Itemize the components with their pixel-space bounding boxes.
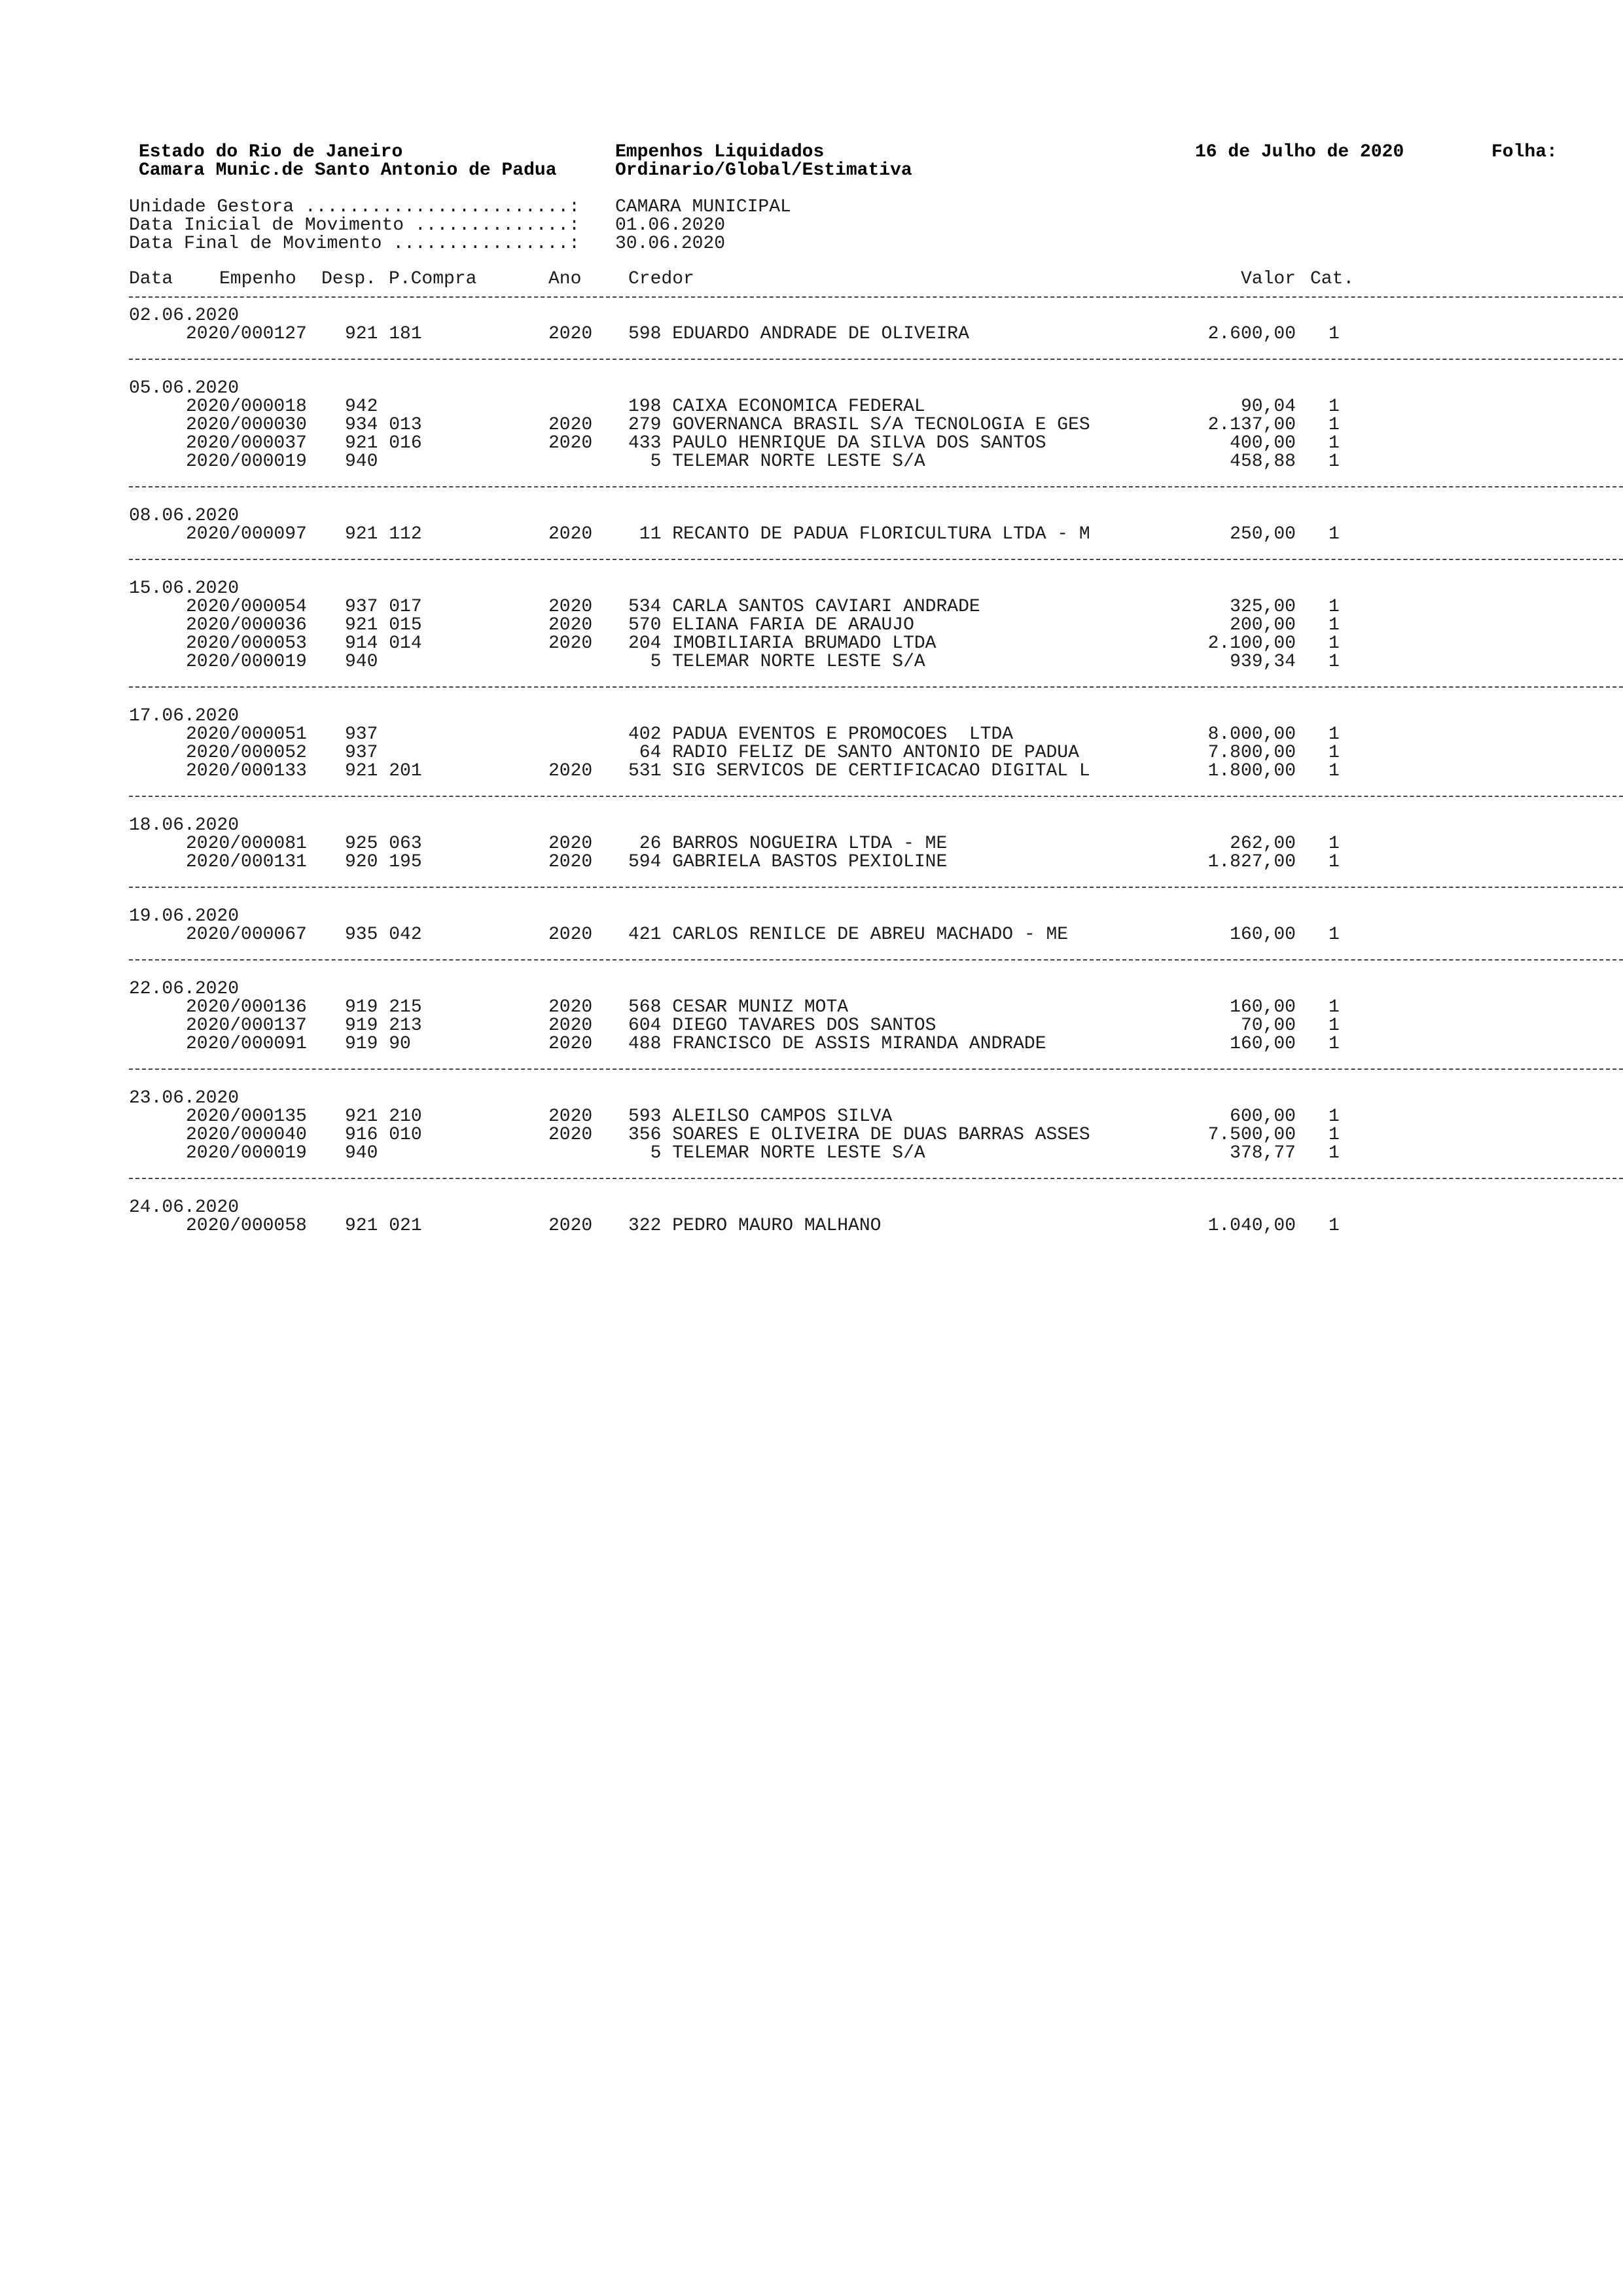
cell-valor: 1.827,00 [1207, 852, 1296, 872]
cell-desp: 925 063 [345, 834, 422, 854]
cell-empenho: 2020/000019 [186, 652, 307, 672]
cell-cat: 1 [1329, 834, 1340, 854]
col-pcompra: P.Compra [389, 269, 477, 289]
cell-empenho: 2020/000040 [186, 1125, 307, 1145]
cell-cat: 1 [1329, 397, 1340, 417]
group-separator [129, 559, 1623, 560]
group-date: 05.06.2020 [129, 378, 240, 398]
cell-cat: 1 [1329, 852, 1340, 872]
cell-credor: 531 SIG SERVICOS DE CERTIFICACAO DIGITAL L [628, 761, 1090, 781]
cell-empenho: 2020/000018 [186, 397, 307, 417]
cell-cat: 1 [1329, 451, 1340, 472]
header-chamber: Camara Munic.de Santo Antonio de Padua [139, 160, 557, 181]
cell-credor: 598 EDUARDO ANDRADE DE OLIVEIRA [628, 324, 969, 344]
cell-valor: 1.040,00 [1207, 1216, 1296, 1236]
cell-desp: 921 210 [345, 1106, 422, 1127]
group-separator [129, 959, 1623, 961]
group-separator [129, 1069, 1623, 1070]
cell-empenho: 2020/000052 [186, 743, 307, 763]
cell-credor: 534 CARLA SANTOS CAVIARI ANDRADE [628, 597, 980, 617]
cell-empenho: 2020/000051 [186, 724, 307, 745]
col-empenho: Empenho [219, 269, 296, 289]
cell-credor: 488 FRANCISCO DE ASSIS MIRANDA ANDRADE [628, 1034, 1046, 1054]
cell-desp: 919 90 [345, 1034, 411, 1054]
cell-cat: 1 [1329, 724, 1340, 745]
cell-credor: 568 CESAR MUNIZ MOTA [628, 997, 849, 1017]
cell-desp: 919 213 [345, 1016, 422, 1036]
col-ano: Ano [548, 269, 582, 289]
cell-ano: 2020 [548, 1216, 593, 1236]
cell-valor: 70,00 [1240, 1016, 1296, 1036]
cell-ano: 2020 [548, 1125, 593, 1145]
cell-cat: 1 [1329, 1016, 1340, 1036]
cell-valor: 250,00 [1230, 524, 1296, 544]
cell-empenho: 2020/000053 [186, 633, 307, 654]
cell-desp: 920 195 [345, 852, 422, 872]
group-date: 17.06.2020 [129, 706, 240, 726]
cell-desp: 921 015 [345, 615, 422, 635]
cell-ano: 2020 [548, 597, 593, 617]
cell-ano: 2020 [548, 1016, 593, 1036]
group-separator [129, 686, 1623, 688]
start-date-value: 01.06.2020 [615, 215, 726, 236]
end-date-value: 30.06.2020 [615, 234, 726, 254]
cell-valor: 1.800,00 [1207, 761, 1296, 781]
cell-valor: 2.100,00 [1207, 633, 1296, 654]
cell-desp: 921 201 [345, 761, 422, 781]
cell-ano: 2020 [548, 615, 593, 635]
cell-desp: 914 014 [345, 633, 422, 654]
cell-valor: 160,00 [1230, 925, 1296, 945]
cell-cat: 1 [1329, 615, 1340, 635]
col-data: Data [129, 269, 173, 289]
col-desp: Desp. [321, 269, 377, 289]
cell-credor: 594 GABRIELA BASTOS PEXIOLINE [628, 852, 948, 872]
cell-valor: 458,88 [1230, 451, 1296, 472]
cell-ano: 2020 [548, 997, 593, 1017]
header-state: Estado do Rio de Janeiro [139, 142, 403, 162]
end-date-label: Data Final de Movimento ................: [129, 234, 580, 254]
cell-ano: 2020 [548, 633, 593, 654]
cell-desp: 940 [345, 1143, 378, 1163]
cell-ano: 2020 [548, 761, 593, 781]
cell-empenho: 2020/000081 [186, 834, 307, 854]
cell-empenho: 2020/000137 [186, 1016, 307, 1036]
cell-cat: 1 [1329, 761, 1340, 781]
group-separator [129, 486, 1623, 487]
cell-valor: 2.137,00 [1207, 415, 1296, 435]
cell-credor: 322 PEDRO MAURO MALHANO [628, 1216, 882, 1236]
cell-valor: 7.500,00 [1207, 1125, 1296, 1145]
cell-desp: 916 010 [345, 1125, 422, 1145]
cell-cat: 1 [1329, 324, 1340, 344]
cell-ano: 2020 [548, 524, 593, 544]
cell-credor: 402 PADUA EVENTOS E PROMOCOES LTDA [628, 724, 1014, 745]
col-cat: Cat. [1310, 269, 1355, 289]
cell-valor: 160,00 [1230, 997, 1296, 1017]
cell-cat: 1 [1329, 1034, 1340, 1054]
unit-label: Unidade Gestora ........................: [129, 197, 580, 217]
cell-cat: 1 [1329, 597, 1340, 617]
cell-empenho: 2020/000054 [186, 597, 307, 617]
start-date-label: Data Inicial de Movimento ..............: [129, 215, 580, 236]
cell-empenho: 2020/000097 [186, 524, 307, 544]
report-title: Empenhos Liquidados [615, 142, 825, 162]
cell-ano: 2020 [548, 433, 593, 453]
cell-empenho: 2020/000058 [186, 1216, 307, 1236]
cell-empenho: 2020/000131 [186, 852, 307, 872]
group-separator [129, 359, 1623, 360]
cell-valor: 7.800,00 [1207, 743, 1296, 763]
cell-valor: 939,34 [1230, 652, 1296, 672]
cell-empenho: 2020/000136 [186, 997, 307, 1017]
cell-empenho: 2020/000019 [186, 451, 307, 472]
cell-cat: 1 [1329, 1106, 1340, 1127]
cell-valor: 160,00 [1230, 1034, 1296, 1054]
group-date: 18.06.2020 [129, 815, 240, 836]
cell-cat: 1 [1329, 1143, 1340, 1163]
cell-valor: 200,00 [1230, 615, 1296, 635]
group-date: 22.06.2020 [129, 979, 240, 999]
cell-ano: 2020 [548, 324, 593, 344]
cell-desp: 940 [345, 652, 378, 672]
cell-desp: 937 017 [345, 597, 422, 617]
cell-ano: 2020 [548, 852, 593, 872]
cell-empenho: 2020/000030 [186, 415, 307, 435]
cell-desp: 942 [345, 397, 378, 417]
cell-empenho: 2020/000127 [186, 324, 307, 344]
group-date: 02.06.2020 [129, 306, 240, 326]
cell-desp: 921 112 [345, 524, 422, 544]
cell-desp: 921 181 [345, 324, 422, 344]
cell-empenho: 2020/000133 [186, 761, 307, 781]
cell-valor: 2.600,00 [1207, 324, 1296, 344]
group-date: 08.06.2020 [129, 506, 240, 526]
group-date: 23.06.2020 [129, 1088, 240, 1108]
cell-ano: 2020 [548, 834, 593, 854]
cell-credor: 570 ELIANA FARIA DE ARAUJO [628, 615, 914, 635]
cell-credor: 433 PAULO HENRIQUE DA SILVA DOS SANTOS [628, 433, 1046, 453]
group-date: 24.06.2020 [129, 1197, 240, 1218]
cell-empenho: 2020/000037 [186, 433, 307, 453]
report-date: 16 de Julho de 2020 [1195, 142, 1404, 162]
cell-credor: 5 TELEMAR NORTE LESTE S/A [628, 1143, 925, 1163]
cell-empenho: 2020/000067 [186, 925, 307, 945]
cell-cat: 1 [1329, 997, 1340, 1017]
sheet-label: Folha: [1491, 142, 1558, 162]
cell-cat: 1 [1329, 925, 1340, 945]
cell-credor: 356 SOARES E OLIVEIRA DE DUAS BARRAS ASSES [628, 1125, 1090, 1145]
col-valor: Valor [1241, 269, 1296, 289]
cell-ano: 2020 [548, 925, 593, 945]
cell-valor: 262,00 [1230, 834, 1296, 854]
cell-desp: 934 013 [345, 415, 422, 435]
cell-desp: 919 215 [345, 997, 422, 1017]
cell-credor: 204 IMOBILIARIA BRUMADO LTDA [628, 633, 936, 654]
group-date: 19.06.2020 [129, 906, 240, 927]
cell-ano: 2020 [548, 415, 593, 435]
group-separator [129, 796, 1623, 797]
cell-credor: 5 TELEMAR NORTE LESTE S/A [628, 451, 925, 472]
cell-desp: 921 016 [345, 433, 422, 453]
group-separator [129, 887, 1623, 888]
cell-valor: 8.000,00 [1207, 724, 1296, 745]
cell-ano: 2020 [548, 1034, 593, 1054]
header-separator [129, 296, 1623, 298]
cell-credor: 11 RECANTO DE PADUA FLORICULTURA LTDA - M [628, 524, 1090, 544]
cell-empenho: 2020/000135 [186, 1106, 307, 1127]
cell-credor: 198 CAIXA ECONOMICA FEDERAL [628, 397, 925, 417]
cell-desp: 940 [345, 451, 378, 472]
cell-empenho: 2020/000091 [186, 1034, 307, 1054]
cell-valor: 400,00 [1230, 433, 1296, 453]
cell-cat: 1 [1329, 652, 1340, 672]
cell-valor: 90,04 [1240, 397, 1296, 417]
cell-credor: 604 DIEGO TAVARES DOS SANTOS [628, 1016, 936, 1036]
cell-cat: 1 [1329, 415, 1340, 435]
cell-ano: 2020 [548, 1106, 593, 1127]
group-date: 15.06.2020 [129, 578, 240, 599]
cell-credor: 5 TELEMAR NORTE LESTE S/A [628, 652, 925, 672]
unit-value: CAMARA MUNICIPAL [615, 197, 791, 217]
cell-credor: 64 RADIO FELIZ DE SANTO ANTONIO DE PADUA [628, 743, 1079, 763]
cell-empenho: 2020/000036 [186, 615, 307, 635]
cell-cat: 1 [1329, 633, 1340, 654]
cell-cat: 1 [1329, 743, 1340, 763]
cell-cat: 1 [1329, 433, 1340, 453]
cell-credor: 279 GOVERNANCA BRASIL S/A TECNOLOGIA E GES [628, 415, 1090, 435]
cell-credor: 421 CARLOS RENILCE DE ABREU MACHADO - ME [628, 925, 1069, 945]
cell-cat: 1 [1329, 1125, 1340, 1145]
cell-valor: 325,00 [1230, 597, 1296, 617]
cell-desp: 921 021 [345, 1216, 422, 1236]
report-subtitle: Ordinario/Global/Estimativa [615, 160, 912, 181]
cell-desp: 937 [345, 743, 378, 763]
cell-desp: 935 042 [345, 925, 422, 945]
cell-credor: 26 BARROS NOGUEIRA LTDA - ME [628, 834, 948, 854]
group-separator [129, 1178, 1623, 1179]
col-credor: Credor [628, 269, 694, 289]
cell-empenho: 2020/000019 [186, 1143, 307, 1163]
cell-desp: 937 [345, 724, 378, 745]
cell-valor: 600,00 [1230, 1106, 1296, 1127]
cell-credor: 593 ALEILSO CAMPOS SILVA [628, 1106, 893, 1127]
cell-valor: 378,77 [1230, 1143, 1296, 1163]
cell-cat: 1 [1329, 1216, 1340, 1236]
cell-cat: 1 [1329, 524, 1340, 544]
